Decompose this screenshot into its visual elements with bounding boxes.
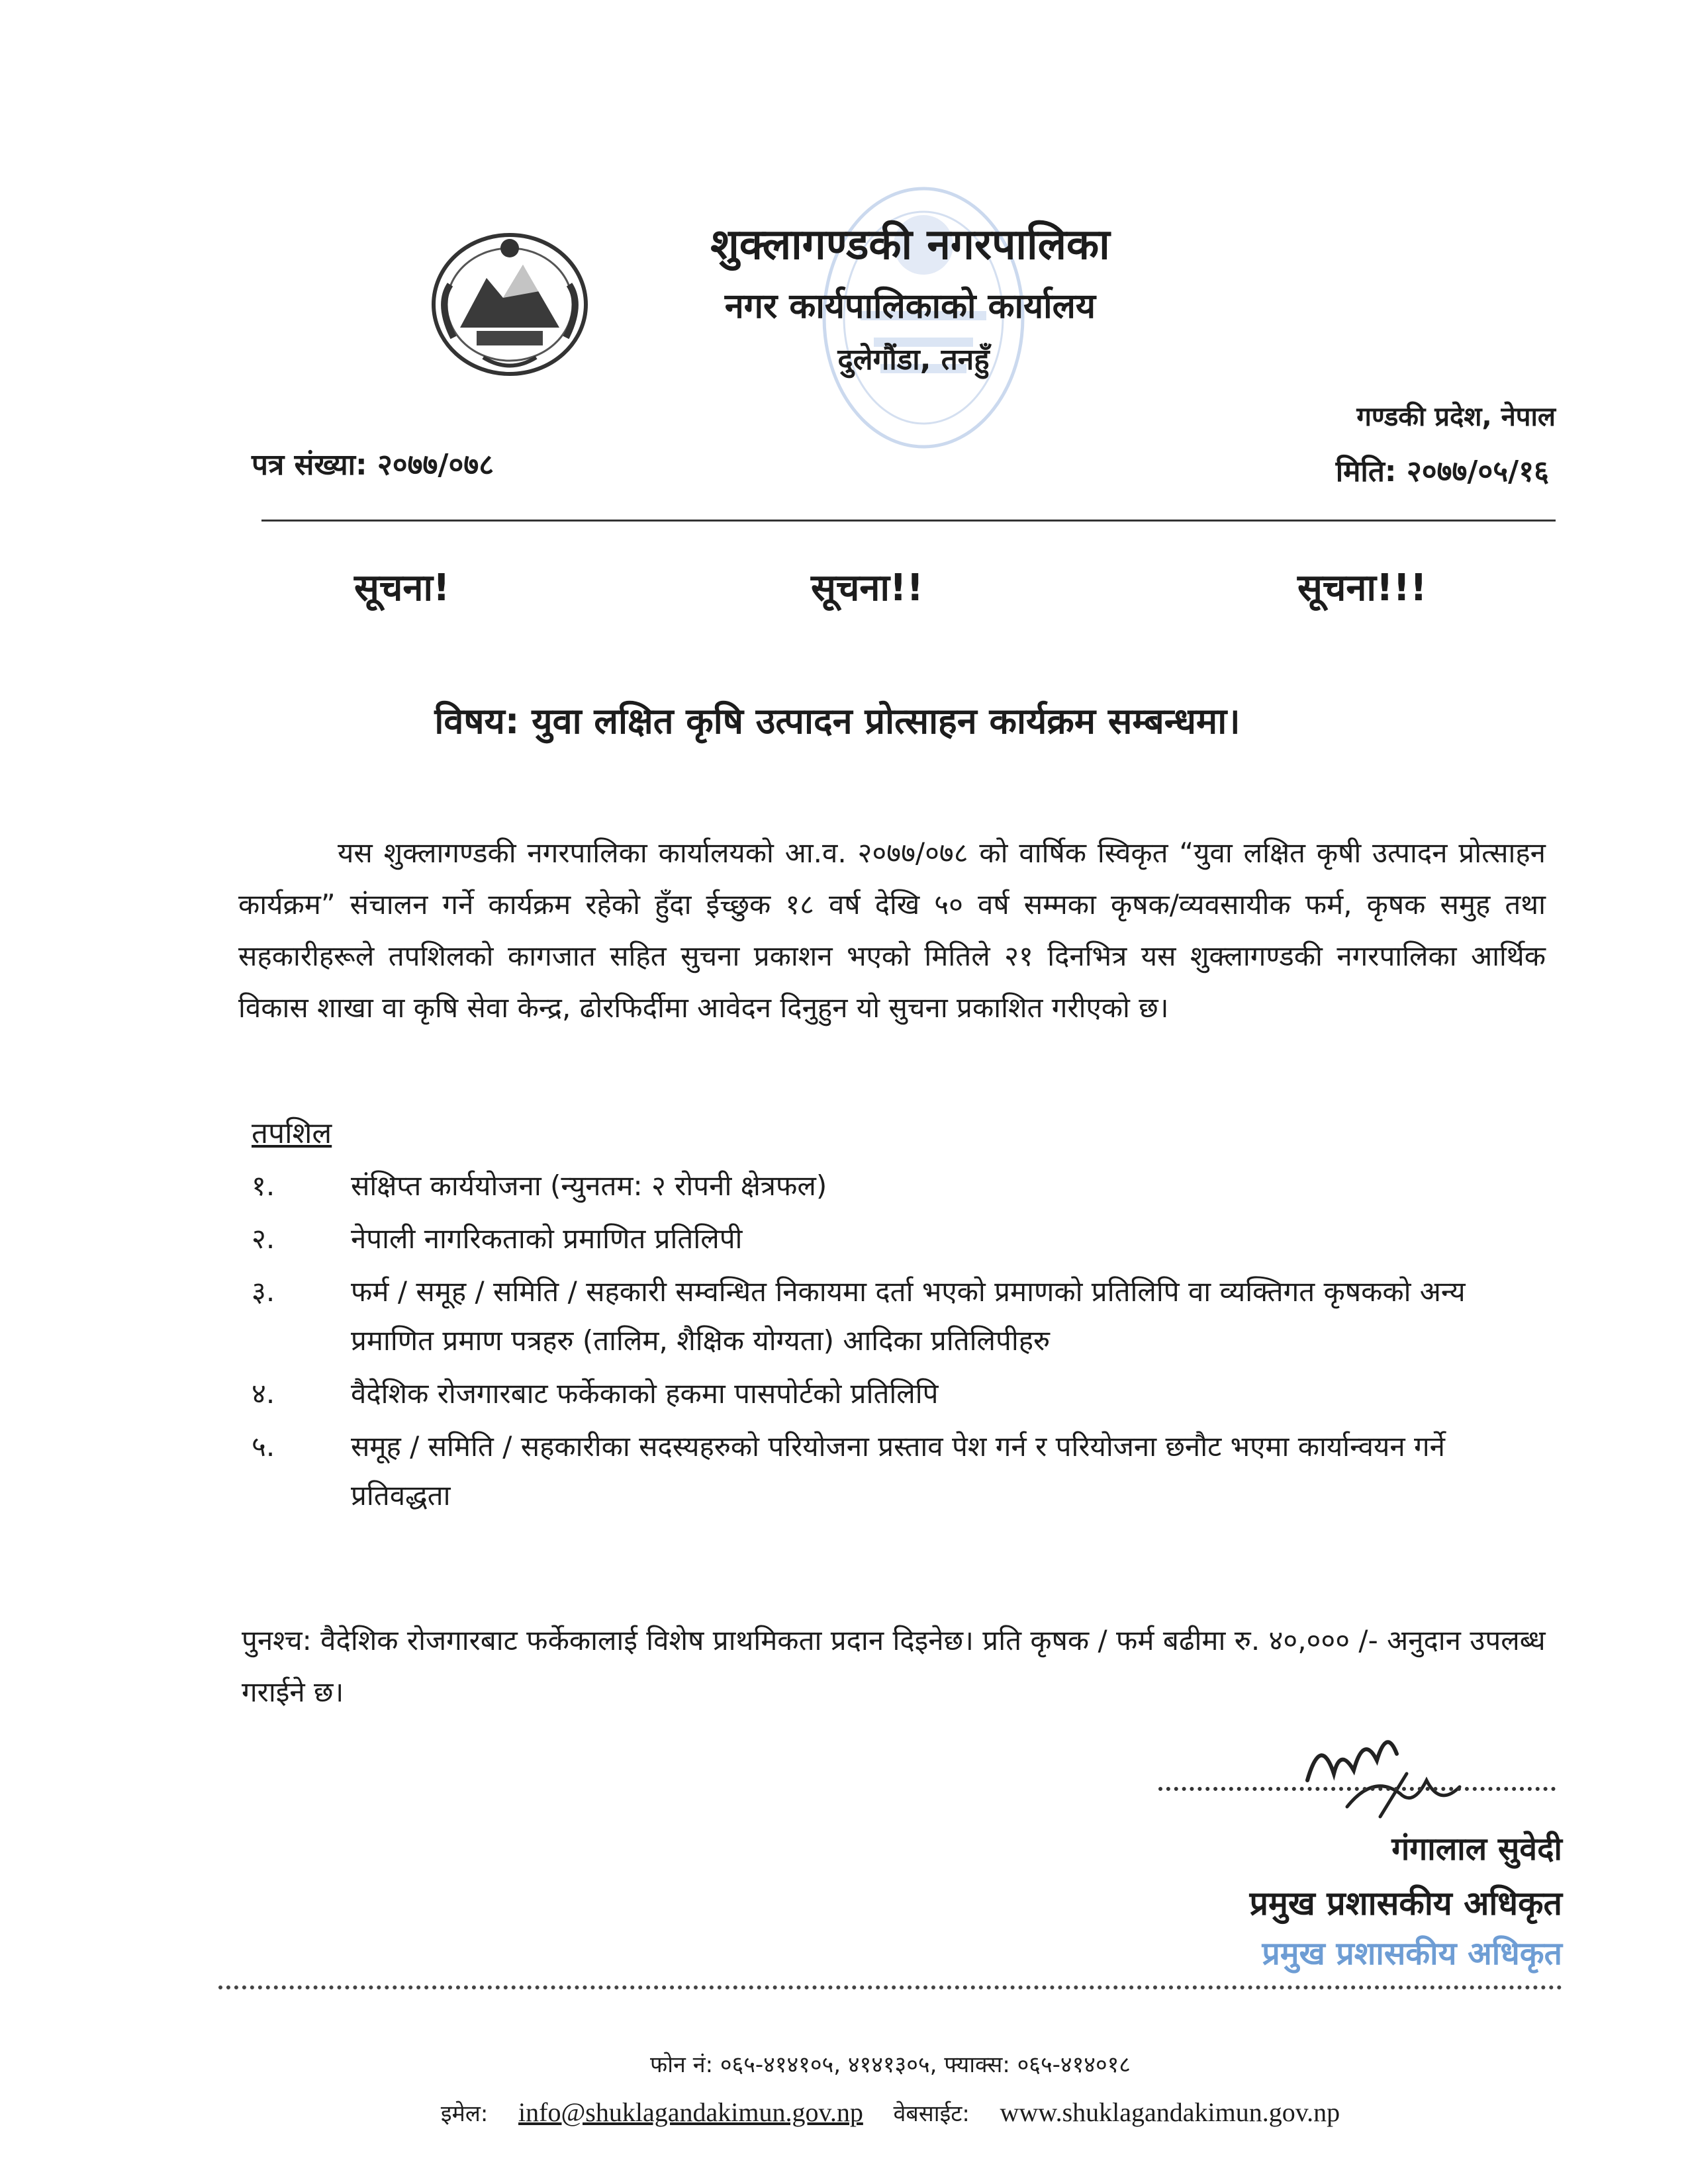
website-label: वेबसाईट: xyxy=(893,2101,970,2127)
subject-line: विषय: युवा लक्षित कृषि उत्पादन प्रोत्साहन कार्यक्रम सम्बन्धमा। xyxy=(434,700,1241,742)
list-item-text: वैदेशिक रोजगारबाट फर्केकाको हकमा पासपोर्टको प्रतिलिपि xyxy=(351,1377,939,1410)
email-link[interactable]: info@shuklagandakimun.gov.np xyxy=(518,2097,863,2127)
list-item-text: नेपाली नागरिकताको प्रमाणित प्रतिलिपी xyxy=(351,1222,743,1255)
signatory-stamp-text: प्रमुख प्रशासकीय अधिकृत xyxy=(1262,1935,1562,1972)
list-item-text: फर्म / समूह / समिति / सहकारी सम्वन्धित निकायमा दर्ता भएको प्रमाणको प्रतिलिपि वा व्यक्तिगत कृषकको अन्य प्रमाणित प्रमाण पत्रहरु (तालिम, शैक्षिक योग्यता) आदिका प्रतिलिपीहरु xyxy=(351,1275,1466,1357)
list-item xyxy=(245,1214,1549,1263)
list-item-text: समूह / समिति / सहकारीका सदस्यहरुको परियोजना प्रस्ताव पेश गर्न र परियोजना छनौट भएमा कार्यान्वयन गर्ने प्रतिवद्धता xyxy=(351,1430,1445,1512)
footer-phone-fax: फोन नं: ०६५-४१४१०५, ४१४१३०५, फ्याक्स: ०६५-४१४०१८ xyxy=(650,2052,1131,2078)
list-item-number: २. xyxy=(252,1222,275,1255)
province-label: गण्डकी प्रदेश, नेपाल xyxy=(1356,402,1556,432)
office-address: दुलेगौंडा, तनहुँ xyxy=(837,343,990,377)
tapasil-heading: तपशिल xyxy=(252,1116,332,1150)
notice-heading-2: सूचना!! xyxy=(811,567,924,610)
signatory-name: गंगालाल सुवेदी xyxy=(1391,1831,1562,1868)
website-link[interactable]: www.shuklagandakimun.gov.np xyxy=(1000,2097,1340,2127)
list-item xyxy=(245,1267,1549,1365)
list-item xyxy=(245,1422,1549,1520)
notice-heading-1: सूचना! xyxy=(354,567,450,610)
body-paragraph: यस शुक्लागण्डकी नगरपालिका कार्यालयको आ.व. २०७७/०७८ को वार्षिक स्विकृत “युवा लक्षित कृषी उत्पादन प्रोत्साहन कार्यक्रम” संचालन गर्ने कार्यक्रम रहेको हुँदा ईच्छुक १८ वर्ष देखि ५० वर्ष सम्मका कृषक/व्यवसायीक फर्म, कृषक समुह तथा सहकारीहरूले तपशिलको कागजात सहित सुचना प्रकाशन भएको मितिले २१ दिनभित्र यस शुक्लागण्डकी नगरपालिका आर्थिक विकास शाखा वा कृषि सेवा केन्द्र, ढोरफिर्दीमा आवेदन दिनुहुन यो सुचना प्रकाशित गरीएको छ। xyxy=(238,837,1546,1024)
notice-heading-3: सूचना!!! xyxy=(1297,567,1427,610)
handwritten-signature-icon xyxy=(1294,1707,1493,1833)
nepal-government-emblem-icon xyxy=(424,218,596,384)
tapasil-list xyxy=(245,1161,1549,1524)
postscript: पुनश्च: वैदेशिक रोजगारबाट फर्केकालाई विशेष प्राथमिकता प्रदान दिइनेछ। प्रति कृषक / फर्म बढीमा रु. ४०,००० /- अनुदान उपलब्ध गराईने छ। xyxy=(242,1624,1546,1708)
list-item-text: संक्षिप्त कार्ययोजना (न्युनतम: २ रोपनी क्षेत्रफल) xyxy=(351,1169,827,1202)
signatory-title: प्रमुख प्रशासकीय अधिकृत xyxy=(1249,1884,1562,1923)
reference-number: पत्र संख्या: २०७७/०७८ xyxy=(252,448,494,482)
list-item-number: ३. xyxy=(252,1275,275,1308)
letter-date: मिति: २०७७/०५/१६ xyxy=(1335,455,1549,488)
list-item xyxy=(245,1369,1549,1418)
footer-contact xyxy=(218,2097,1562,2128)
list-item xyxy=(245,1161,1549,1210)
organization-name: शुक्लागण्डकी नगरपालिका xyxy=(710,220,1110,269)
office-name: नगर कार्यपालिकाको कार्यालय xyxy=(724,287,1096,326)
signature-line xyxy=(1158,1787,1556,1791)
footer-divider xyxy=(218,1985,1562,1989)
list-item-number: ५. xyxy=(252,1430,275,1463)
header-divider xyxy=(261,520,1556,522)
list-item-number: १. xyxy=(252,1169,275,1202)
email-label: इमेल: xyxy=(440,2101,489,2127)
list-item-number: ४. xyxy=(252,1377,275,1410)
